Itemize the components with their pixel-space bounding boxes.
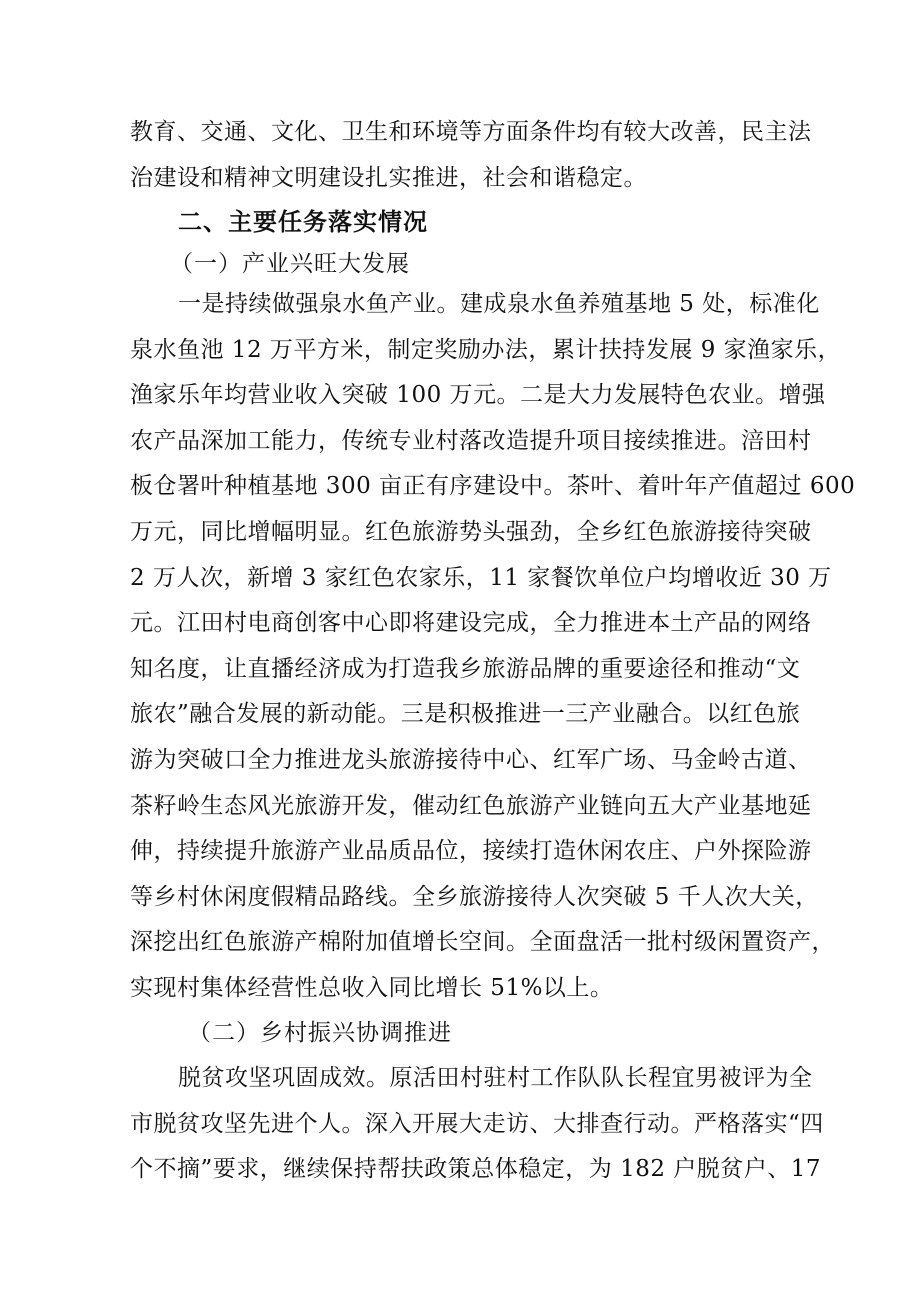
paragraph-line: 渔家乐年均营业收入突破 100 万元。二是大力发展特色农业。增强 [130,382,826,408]
paragraph-line: 茶籽岭生态风光旅游开发，催动红色旅游产业链向五大产业基地延 [130,793,812,819]
paragraph-line: 游为突破口全力推进龙头旅游接待中心、红军广场、马金岭古道、 [130,747,812,773]
paragraph-line: 旅农”融合发展的新动能。三是积极推进一三产业融合。以红色旅 [130,701,801,727]
paragraph-line: 深挖出红色旅游产棉附加值增长空间。全面盘活一批村级闲置资产， [130,929,835,955]
paragraph-line: 2 万人次，新增 3 家红色农家乐，11 家餐饮单位户均增收近 30 万 [130,565,832,591]
paragraph-line: 万元，同比增幅明显。红色旅游势头强劲，全乡红色旅游接待突破 [130,519,812,545]
paragraph-line: 伸，持续提升旅游产业品质品位，接续打造休闲农庄、户外探险游 [130,838,812,864]
paragraph-line: 治建设和精神文明建设扎实推进，社会和谐稳定。 [130,165,647,191]
paragraph-line: 元。江田村电商创客中心即将建设完成，全力推进本土产品的网络 [130,610,812,636]
paragraph-line: 一是持续做强泉水鱼产业。建成泉水鱼养殖基地 5 处，标准化 [178,291,820,317]
paragraph-line: 实现村集体经营性总收入同比增长 51%以上。 [130,975,614,1001]
subsection-heading: （一）产业兴旺大发展 [170,251,410,277]
paragraph-line: 板仓署叶种植基地 300 亩正有序建设中。茶叶、着叶年产值超过 600 [130,473,856,499]
paragraph-line: 知名度，让直播经济成为打造我乡旅游品牌的重要途径和推动“文 [130,656,801,682]
section-heading: 二、主要任务落实情况 [178,208,428,236]
paragraph-line: 泉水鱼池 12 万平方米，制定奖励办法，累计扶持发展 9 家渔家乐， [130,337,842,363]
paragraph-line: 个不摘”要求，继续保持帮扶政策总体稳定，为 182 户脱贫户、17 [130,1156,822,1182]
paragraph-line: 教育、交通、文化、卫生和环境等方面条件均有较大改善，民主法 [130,119,812,145]
paragraph-line: 农产品深加工能力，传统专业村落改造提升项目接续推进。涪田村 [130,428,812,454]
paragraph-line: 市脱贫攻坚先进个人。深入开展大走访、大排查行动。严格落实“四 [130,1111,824,1137]
paragraph-line: 脱贫攻坚巩固成效。原活田村驻村工作队队长程宜男被评为全 [178,1065,813,1091]
paragraph-line: 等乡村休闲度假精品路线。全乡旅游接待人次突破 5 千人次大关， [130,884,819,910]
subsection-heading: （二）乡村振兴协调推进 [188,1020,452,1046]
